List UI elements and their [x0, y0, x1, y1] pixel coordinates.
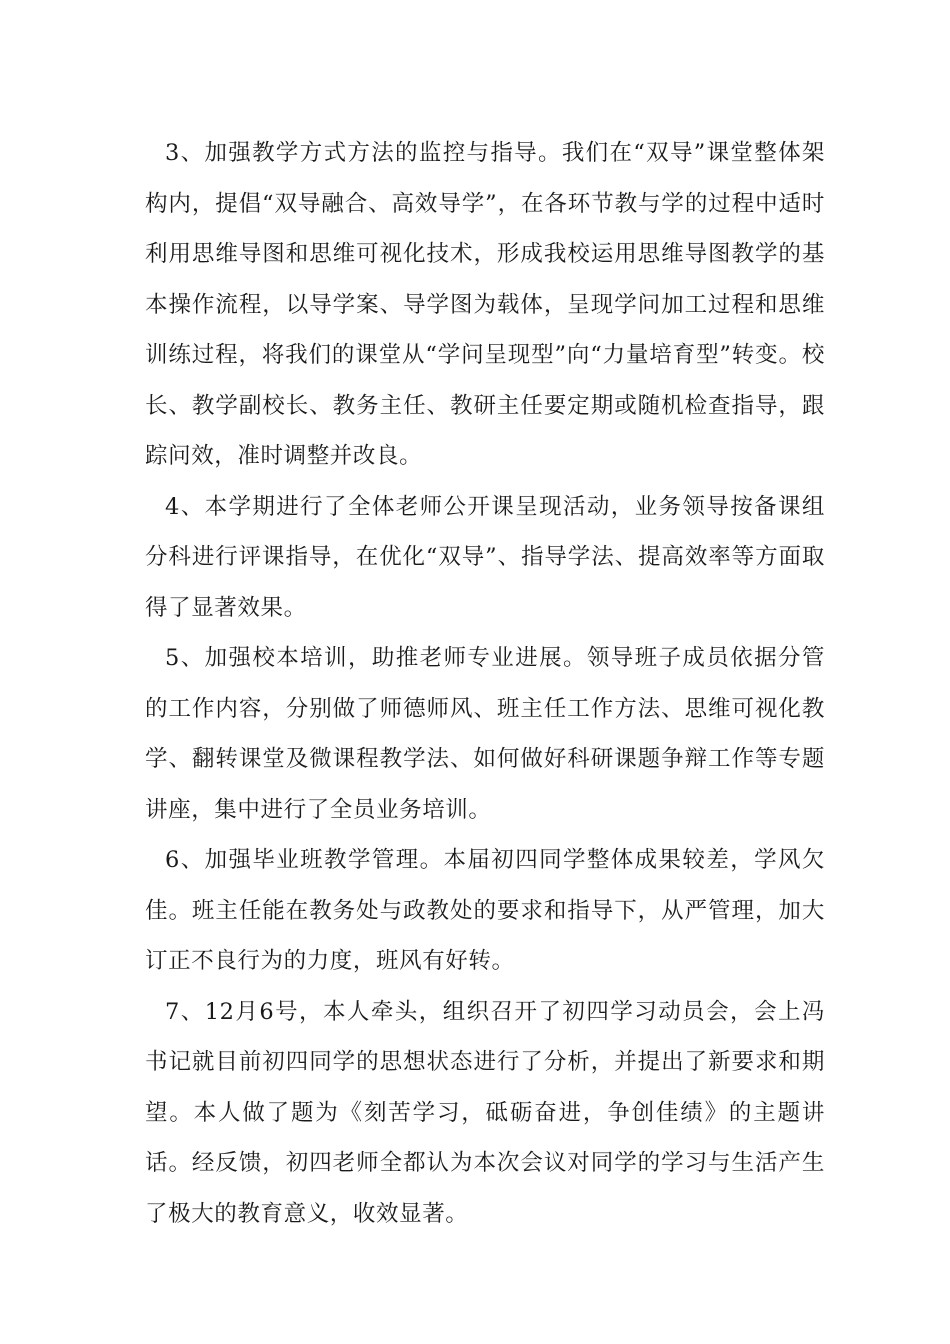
paragraph-item-4: 4、本学期进行了全体老师公开课呈现活动，业务领导按备课组分科进行评课指导，在优化“双导”、指导学法、提高效率等方面取得了显著效果。: [145, 493, 825, 621]
paragraph-item-5: 5、加强校本培训，助推老师专业进展。领导班子成员依据分管的工作内容，分别做了师德师风、班主任工作方法、思维可视化教学、翻转课堂及微课程教学法、如何做好科研课题争辩工作等专题讲座，集中进行了全员业务培训。: [145, 645, 825, 823]
paragraph-item-7: 7、12月6号，本人牵头，组织召开了初四学习动员会，会上冯书记就目前初四同学的思想状态进行了分析，并提出了新要求和期望。本人做了题为《刻苦学习，砥砺奋进，争创佳绩》的主题讲话。经反馈，初四老师全都认为本次会议对同学的学习与生活产生了极大的教育意义，收效显著。: [145, 998, 825, 1227]
document-body: [145, 128, 825, 1239]
paragraph-item-3: 3、加强教学方式方法的监控与指导。我们在“双导”课堂整体架构内，提倡“双导融合、高效导学”，在各环节教与学的过程中适时利用思维导图和思维可视化技术，形成我校运用思维导图教学的基本操作流程，以导学案、导学图为载体，呈现学问加工过程和思维训练过程，将我们的课堂从“学问呈现型”向“力量培育型”转变。校长、教学副校长、教务主任、教研主任要定期或随机检查指导，跟踪问效，准时调整并改良。: [145, 140, 825, 469]
paragraph-item-6: 6、加强毕业班教学管理。本届初四同学整体成果较差，学风欠佳。班主任能在教务处与政教处的要求和指导下，从严管理，加大订正不良行为的力度，班风有好转。: [145, 847, 825, 974]
